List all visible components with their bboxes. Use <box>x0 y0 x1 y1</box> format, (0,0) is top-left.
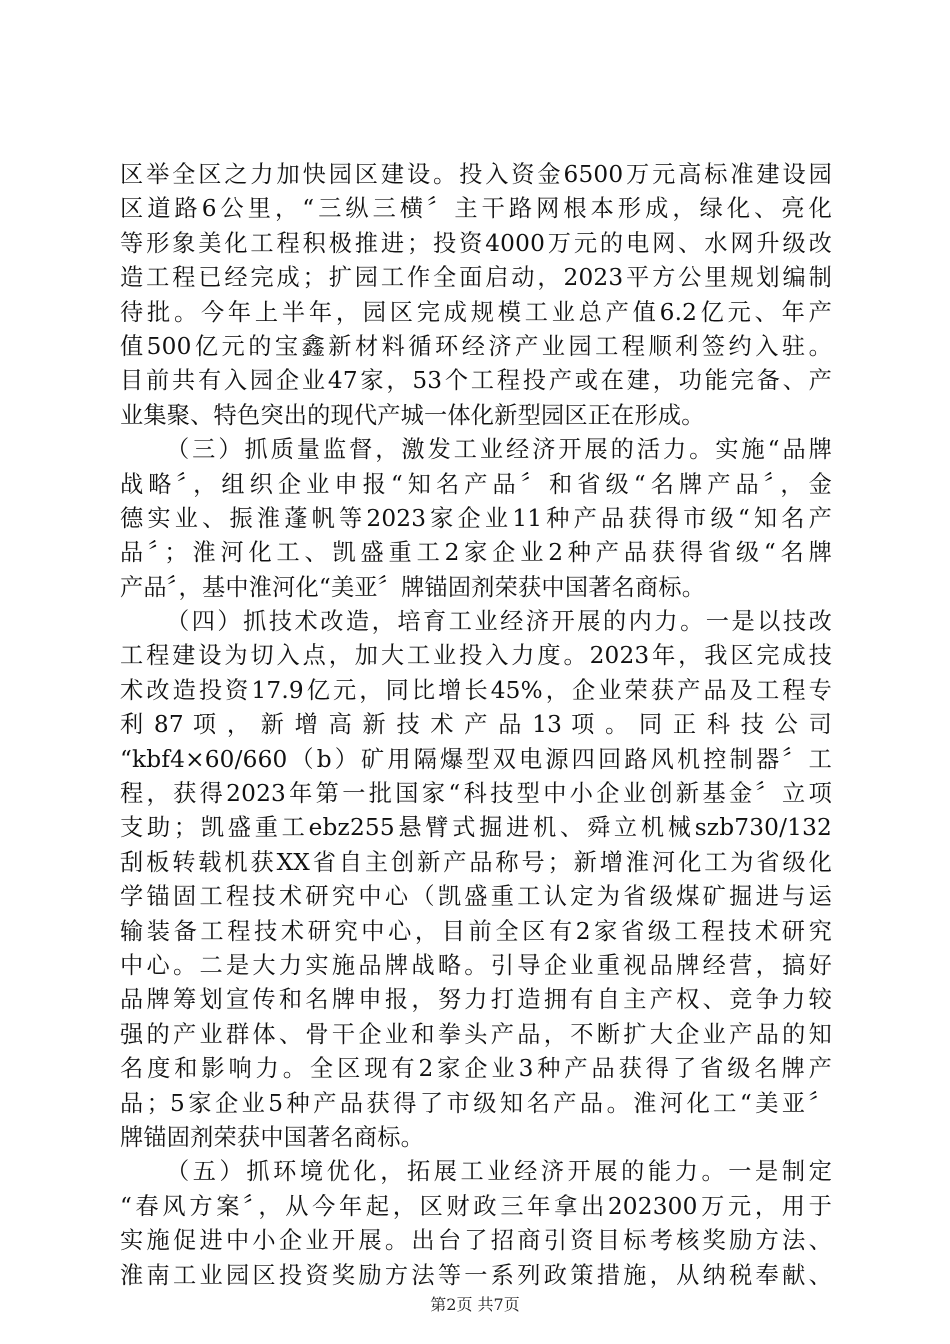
text-line: 产品〞，基中淮河化“美亚〞牌锚固剂荣获中国著名商标。 <box>120 573 706 601</box>
text-line: 值500亿元的宝鑫新材料循环经济产业园工程顺利签约入驻。 <box>120 332 832 360</box>
text-line: 中心。二是大力实施品牌战略。引导企业重视品牌经营，搞好 <box>120 951 832 979</box>
text-line: 造工程已经完成；扩园工作全面启动，2023平方公里规划编制 <box>120 264 832 292</box>
text-line: 实施促进中小企业开展。出台了招商引资目标考核奖励方法、 <box>120 1227 832 1255</box>
text-line: 输装备工程技术研究中心，目前全区有2家省级工程技术研究 <box>120 917 832 945</box>
text-line: 业集聚、特色突出的现代产城一体化新型园区正在形成。 <box>120 401 705 429</box>
paragraph-heading-line: （三）抓质量监督，激发工业经济开展的活力。实施“品牌 <box>166 436 832 464</box>
text-line: 品〞；淮河化工、凯盛重工2家企业2种产品获得省级“名牌 <box>120 539 832 567</box>
text-line: “春风方案〞，从今年起，区财政三年拿出202300万元，用于 <box>120 1192 832 1220</box>
text-line: 德实业、振淮蓬帆等2023家企业11种产品获得市级“知名产 <box>120 504 832 532</box>
text-line: 牌锚固剂荣获中国著名商标。 <box>120 1123 425 1151</box>
page-footer: 第2页 共7页 <box>430 1295 520 1314</box>
text-line: 战略〞，组织企业申报“知名产品〞和省级“名牌产品〞，金 <box>120 470 832 498</box>
paragraph-heading-line: （五）抓环境优化，拓展工业经济开展的能力。一是制定 <box>166 1158 832 1186</box>
text-line: 目前共有入园企业47家，53个工程投产或在建，功能完备、产 <box>120 367 832 395</box>
text-line: 利 87 项 ， 新 增 高 新 技 术 产 品 13 项 。 同 正 科 技 公 司 <box>120 711 832 739</box>
text-line: “kbf4×60/660（b）矿用隔爆型双电源四回路风机控制器〞工 <box>120 745 832 773</box>
text-line: 刮板转载机获XX省自主创新产品称号；新增淮河化工为省级化 <box>120 848 832 876</box>
text-line: 品牌筹划宣传和名牌申报，努力打造拥有自主产权、竞争力较 <box>120 986 832 1014</box>
text-line: 程，获得2023年第一批国家“科技型中小企业创新基金〞立项 <box>120 780 832 808</box>
paragraph-heading-line: （四）抓技术改造，培育工业经济开展的内力。一是以技改 <box>166 608 832 636</box>
text-line: 名度和影响力。全区现有2家企业3种产品获得了省级名牌产 <box>120 1055 832 1083</box>
text-line: 工程建设为切入点，加大工业投入力度。2023年，我区完成技 <box>120 642 832 670</box>
document-body <box>120 158 832 1293</box>
text-line: 区举全区之力加快园区建设。投入资金6500万元高标准建设园 <box>120 161 832 188</box>
text-line: 学锚固工程技术研究中心（凯盛重工认定为省级煤矿掘进与运 <box>120 883 832 911</box>
text-line: 淮南工业园区投资奖励方法等一系列政策措施，从纳税奉献、 <box>120 1261 832 1289</box>
text-line: 强的产业群体、骨干企业和拳头产品，不断扩大企业产品的知 <box>120 1020 832 1048</box>
text-line: 等形象美化工程积极推进；投资4000万元的电网、水网升级改 <box>120 229 832 257</box>
text-line: 术改造投资17.9亿元，同比增长45%，企业荣获产品及工程专 <box>120 676 832 704</box>
text-line: 区道路6公里，“三纵三横〞主干路网根本形成，绿化、亮化 <box>120 195 832 223</box>
text-line: 品；5家企业5种产品获得了市级知名产品。淮河化工“美亚〞 <box>120 1089 832 1117</box>
text-line: 待批。今年上半年，园区完成规模工业总产值6.2亿元、年产 <box>120 298 832 326</box>
text-line: 支助；凯盛重工ebz255悬臂式掘进机、舜立机械szb730/132 <box>120 814 832 842</box>
